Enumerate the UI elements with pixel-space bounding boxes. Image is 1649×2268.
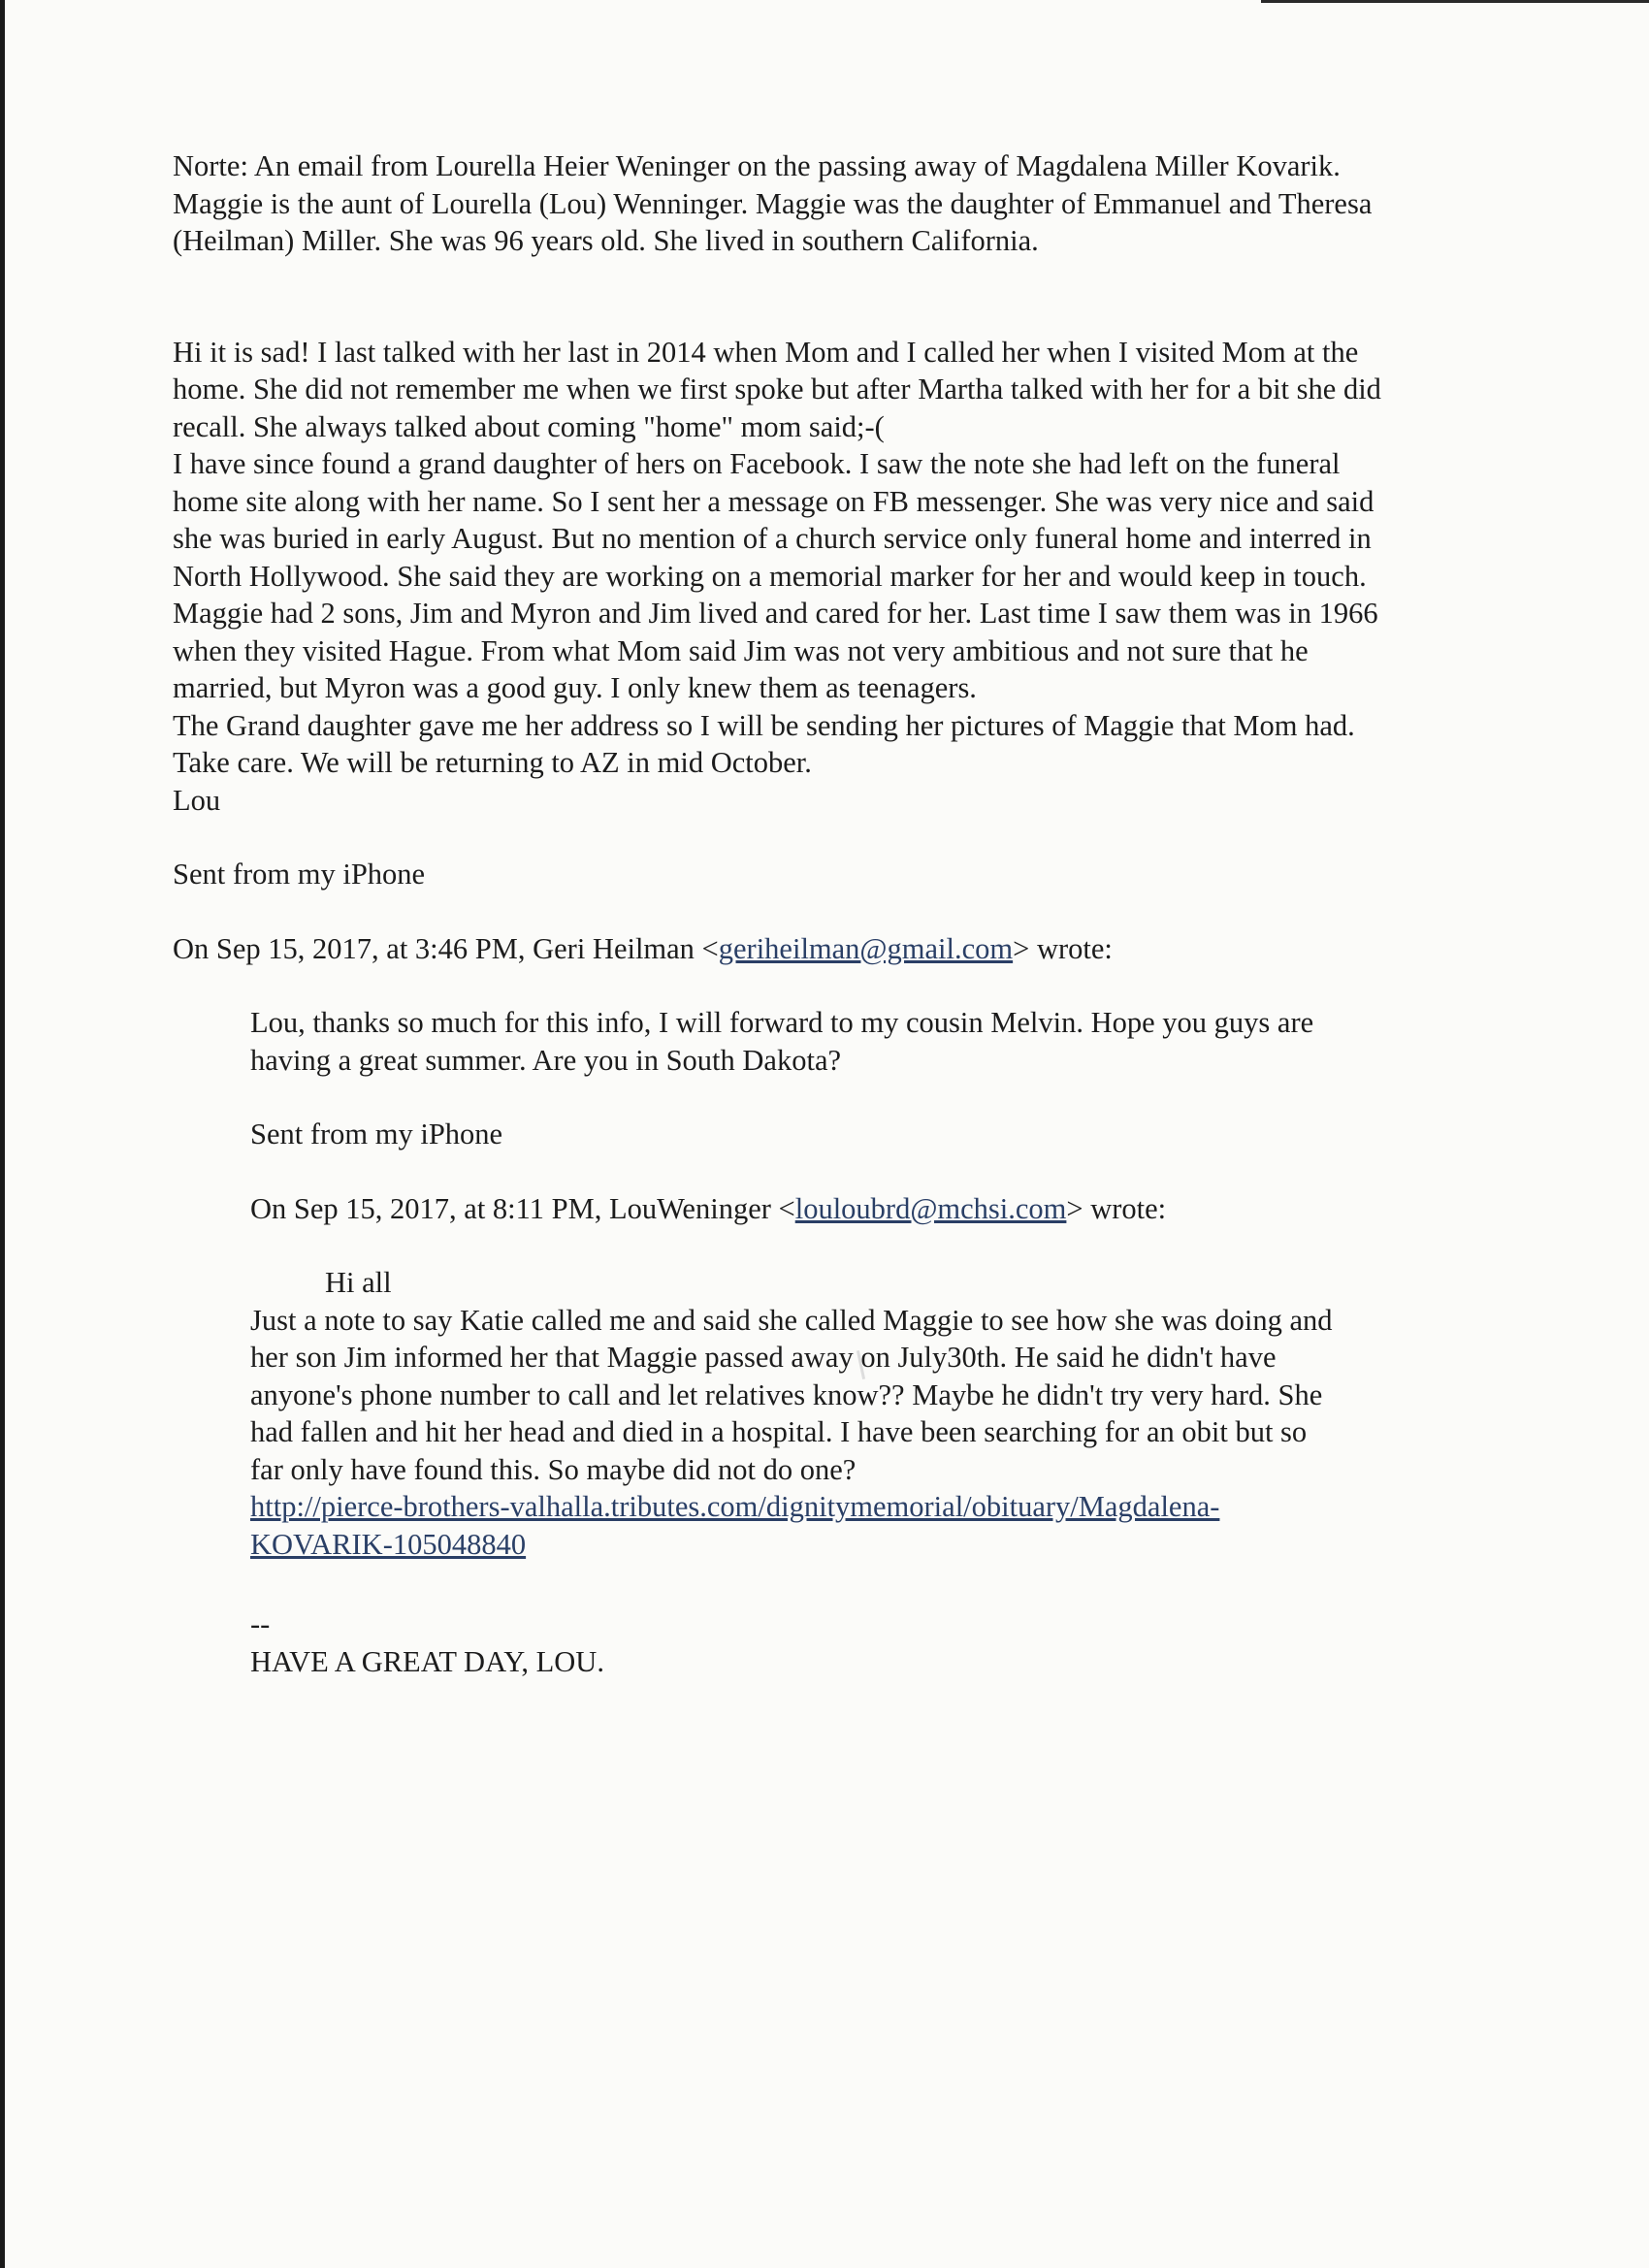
reply-line: Take care. We will be returning to AZ in mid October. (173, 746, 812, 779)
reply-line: home. She did not remember me when we first spoke but after Martha talked with her for a bit she did (173, 373, 1381, 405)
quote2-greeting: Hi all (325, 1266, 392, 1299)
signature-text: HAVE A GREAT DAY, LOU. (250, 1644, 604, 1678)
document-page (173, 147, 1531, 1680)
quote1-block (250, 967, 1531, 1680)
reply-line: when they visited Hague. From what Mom said Jim was not very ambitious and not sure that he (173, 633, 1309, 667)
obituary-link-line1[interactable]: http://pierce-brothers-valhalla.tributes.com/dignitymemorial/obituary/Magdalena- (250, 1490, 1220, 1523)
reply-body (173, 334, 1531, 820)
quote1-sent-from: Sent from my iPhone (250, 1118, 503, 1150)
spacer (250, 1153, 1531, 1190)
spacer (250, 967, 1531, 1004)
quote2-line: far only have found this. So maybe did not do one? (250, 1452, 857, 1486)
quote2-line: Just a note to say Katie called me and said she called Maggie to see how she was doing and (250, 1303, 1333, 1337)
quote2-header: On Sep 15, 2017, at 8:11 PM, LouWeninger <louloubrd@mchsi.com> wrote: (250, 1191, 1167, 1225)
quote1-email-link[interactable]: geriheilman@gmail.com (718, 931, 1014, 965)
note-line: (Heilman) Miller. She was 96 years old. She lived in southern California. (173, 224, 1039, 257)
reply-line: I have since found a grand daughter of hers on Facebook. I saw the note she had left on the funeral (173, 447, 1341, 480)
reply-line: Hi it is sad! I last talked with her last in 2014 when Mom and I called her when I visited Mom at the (173, 335, 1359, 369)
quote2-line: anyone's phone number to call and let relatives know?? Maybe he didn't try very hard. She (250, 1377, 1323, 1411)
scan-edge-top (1261, 0, 1649, 3)
signature-separator: -- (250, 1607, 271, 1640)
quote2-body (250, 1264, 1531, 1563)
spacer (173, 893, 1531, 930)
spacer (250, 1563, 1531, 1605)
reply-line: she was buried in early August. But no mention of a church service only funeral home and interred in (173, 522, 1372, 555)
reply-line: married, but Myron was a good guy. I only knew them as teenagers. (173, 671, 977, 704)
quote2-line: had fallen and hit her head and died in a hospital. I have been searching for an obit but so (250, 1415, 1308, 1448)
reply-line: North Hollywood. She said they are working on a memorial marker for her and would keep in touch. (173, 559, 1367, 593)
reply-line: home site along with her name. So I sent her a message on FB messenger. She was very nice and said (173, 484, 1374, 518)
spacer (173, 260, 1531, 334)
reply-line: recall. She always talked about coming "home" mom said;-( (173, 409, 885, 443)
scan-edge-left (0, 0, 5, 2268)
intro-note (173, 147, 1531, 260)
spacer (250, 1079, 1531, 1116)
reply-line: The Grand daughter gave me her address so I will be sending her pictures of Maggie that Mom had. (173, 708, 1355, 742)
obituary-link-line2[interactable]: KOVARIK-105048840 (250, 1527, 527, 1561)
spacer (173, 819, 1531, 856)
quote2-email-link[interactable]: louloubrd@mchsi.com (794, 1191, 1067, 1225)
spacer (250, 1227, 1531, 1264)
reply-signature: Lou (173, 783, 221, 817)
quote2-signature (250, 1605, 1531, 1680)
quote1-header: On Sep 15, 2017, at 3:46 PM, Geri Heilman <geriheilman@gmail.com> wrote: (173, 931, 1113, 965)
reply-sent-from: Sent from my iPhone (173, 858, 426, 891)
reply-line: Maggie had 2 sons, Jim and Myron and Jim lived and cared for her. Last time I saw them was in 1966 (173, 597, 1378, 630)
note-line: Maggie is the aunt of Lourella (Lou) Wenninger. Maggie was the daughter of Emmanuel and Theresa (173, 186, 1373, 220)
quote1-body (250, 1004, 1531, 1079)
quote2-line: her son Jim informed her that Maggie passed away on July30th. He said he didn't have (250, 1341, 1277, 1374)
quote1-line: Lou, thanks so much for this info, I will forward to my cousin Melvin. Hope you guys are (250, 1006, 1314, 1039)
quote1-line: having a great summer. Are you in South Dakota? (250, 1043, 842, 1077)
note-line: Norte: An email from Lourella Heier Weninger on the passing away of Magdalena Miller Kovarik. (173, 149, 1341, 182)
